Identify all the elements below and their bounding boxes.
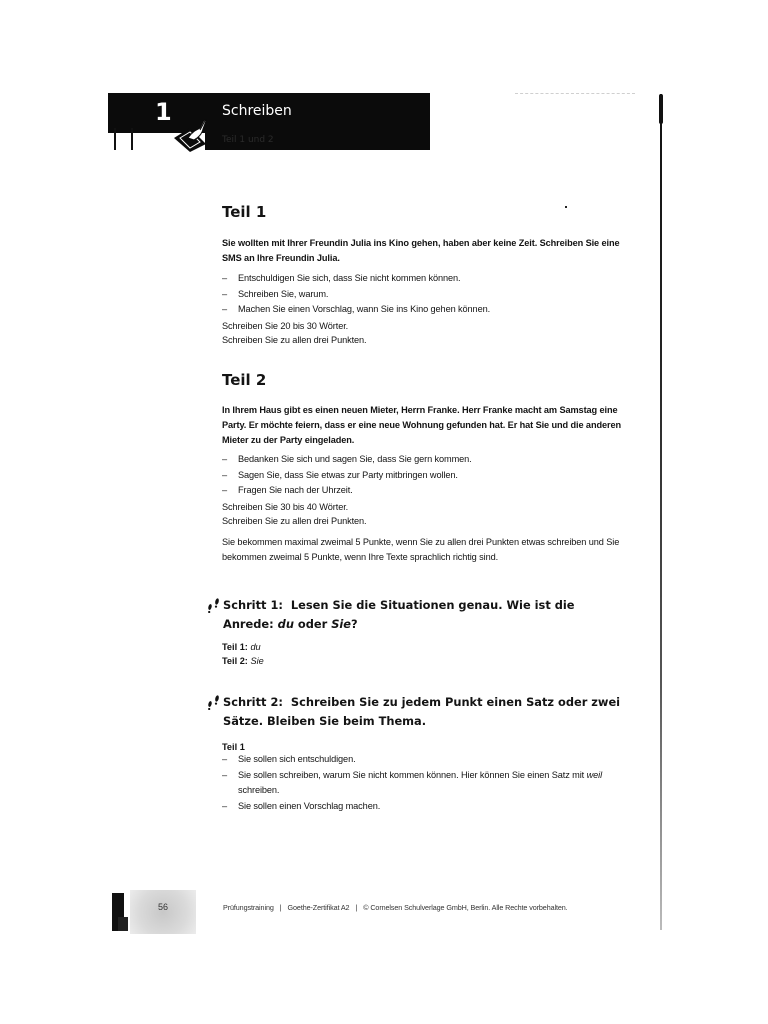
- footer-series: Prüfungstraining: [223, 903, 274, 912]
- list-item: [222, 799, 642, 815]
- schritt1-answer-2: [222, 654, 264, 669]
- dash-bullet: –: [222, 769, 228, 780]
- list-item-text: Schreiben Sie, warum.: [238, 288, 329, 299]
- dash-bullet: –: [222, 485, 228, 495]
- schritt2-text: [206, 693, 626, 731]
- list-item-text: Bedanken Sie sich und sagen Sie, dass Sie gern kommen.: [238, 454, 472, 464]
- answer-value: du: [250, 642, 261, 652]
- scoring-note: Sie bekommen maximal zweimal 5 Punkte, wenn Sie zu allen drei Punkten etwas schreiben und Sie bekommen zweimal 5 Punkte, wenn Ihre Texte sprachlich richtig sind.: [222, 537, 620, 562]
- list-item-text: Sie sollen sich entschuldigen.: [238, 754, 356, 764]
- header-tick-mark: [114, 128, 116, 150]
- schritt1-du: du: [277, 617, 294, 631]
- list-item-text: Entschuldigen Sie sich, dass Sie nicht kommen können.: [238, 273, 461, 283]
- schritt1-label: Schritt 1:: [223, 598, 283, 612]
- dash-bullet: –: [222, 304, 228, 314]
- teil1-all-points: Schreiben Sie zu allen drei Punkten.: [222, 335, 367, 345]
- schritt1-heading: [206, 596, 626, 634]
- list-item-text: Sie sollen einen Vorschlag machen.: [238, 800, 381, 811]
- list-item-text: Machen Sie einen Vorschlag, wann Sie ins Kino gehen können.: [238, 304, 491, 314]
- footer-exam: Goethe-Zertifikat A2: [287, 903, 350, 912]
- schritt1-question-mark: ?: [351, 617, 358, 631]
- teil2-word-count: Schreiben Sie 30 bis 40 Wörter.: [222, 502, 349, 512]
- dash-bullet: –: [222, 288, 228, 299]
- dash-bullet: –: [222, 454, 228, 464]
- teil2-heading: Teil 2: [222, 371, 267, 389]
- list-item: [222, 271, 632, 287]
- teil2-points-list: [222, 452, 632, 499]
- footer-separator: |: [279, 903, 282, 912]
- schritt2-instruction: Schreiben Sie zu jedem Punkt einen Satz oder zwei Sätze. Bleiben Sie beim Thema.: [223, 695, 621, 728]
- schritt2-points-list: [222, 752, 642, 814]
- answer-label: Teil 1:: [222, 642, 248, 652]
- page-edge-line: [660, 94, 662, 930]
- writing-hand-icon: [172, 116, 216, 152]
- footer-separator: |: [355, 903, 358, 912]
- chapter-number: 1: [155, 98, 172, 126]
- list-item-italic: weil: [586, 769, 603, 780]
- footer-text: [223, 903, 568, 912]
- dash-bullet: –: [222, 469, 228, 480]
- footer-copyright: © Cornelsen Schulverlage GmbH, Berlin. Alle Rechte vorbehalten.: [363, 903, 568, 912]
- teil1-points-list: [222, 271, 632, 318]
- dash-bullet: –: [222, 273, 228, 283]
- list-item: [222, 468, 632, 484]
- chapter-subtitle: Teil 1 und 2: [222, 135, 274, 145]
- schritt1-text: [206, 596, 626, 634]
- chapter-title: Schreiben: [222, 103, 292, 119]
- teil2-task: In Ihrem Haus gibt es einen neuen Mieter, Herrn Franke. Herr Franke macht am Samstag eine Party. Er möchte feiern, dass er eine neue Wohnung gefunden hat. Er hat Sie und die anderen Mieter zu der Party eingeladen.: [222, 405, 621, 445]
- list-item: [222, 302, 632, 318]
- schritt2-heading: [206, 693, 626, 731]
- schritt1-answer-1: [222, 640, 261, 655]
- teil1-word-count: Schreiben Sie 20 bis 30 Wörter.: [222, 321, 349, 331]
- list-item-text: Sagen Sie, dass Sie etwas zur Party mitbringen wollen.: [238, 469, 458, 480]
- teil1-heading: Teil 1: [222, 203, 267, 221]
- answer-label: Teil 2:: [222, 656, 248, 666]
- schritt1-instruction: Lesen Sie die Situationen genau. Wie ist die Anrede:: [223, 598, 575, 631]
- list-item-text: Fragen Sie nach der Uhrzeit.: [238, 485, 353, 495]
- footer-edge-mark: [112, 893, 124, 931]
- list-item-text: schreiben.: [238, 785, 280, 795]
- list-item: [222, 287, 632, 303]
- list-item: [222, 768, 642, 799]
- dash-bullet: –: [222, 800, 228, 811]
- teil1-task: Sie wollten mit Ihrer Freundin Julia ins Kino gehen, haben aber keine Zeit. Schreiben Sie eine SMS an Ihre Freundin Julia.: [222, 238, 620, 263]
- list-item: [222, 452, 632, 468]
- list-item-text: Sie sollen schreiben, warum Sie nicht kommen können. Hier können Sie einen Satz mit: [238, 769, 585, 780]
- scan-artifact-top: [515, 93, 635, 95]
- schritt1-sie: Sie: [331, 617, 352, 631]
- teil2-all-points: Schreiben Sie zu allen drei Punkten.: [222, 516, 367, 526]
- schritt1-oder: oder: [297, 617, 328, 631]
- footsteps-icon: [206, 597, 222, 613]
- page-number-box: [130, 890, 196, 934]
- header-tick-mark: [131, 128, 133, 150]
- footsteps-icon: [206, 694, 222, 710]
- schritt2-subheading: Teil 1: [222, 742, 245, 752]
- scan-speck: [565, 206, 567, 208]
- dash-bullet: –: [222, 754, 228, 764]
- list-item: [222, 483, 632, 499]
- answer-value: Sie: [250, 656, 264, 666]
- schritt2-label: Schritt 2:: [223, 695, 283, 709]
- list-item: [222, 752, 642, 768]
- page-number: 56: [158, 902, 169, 912]
